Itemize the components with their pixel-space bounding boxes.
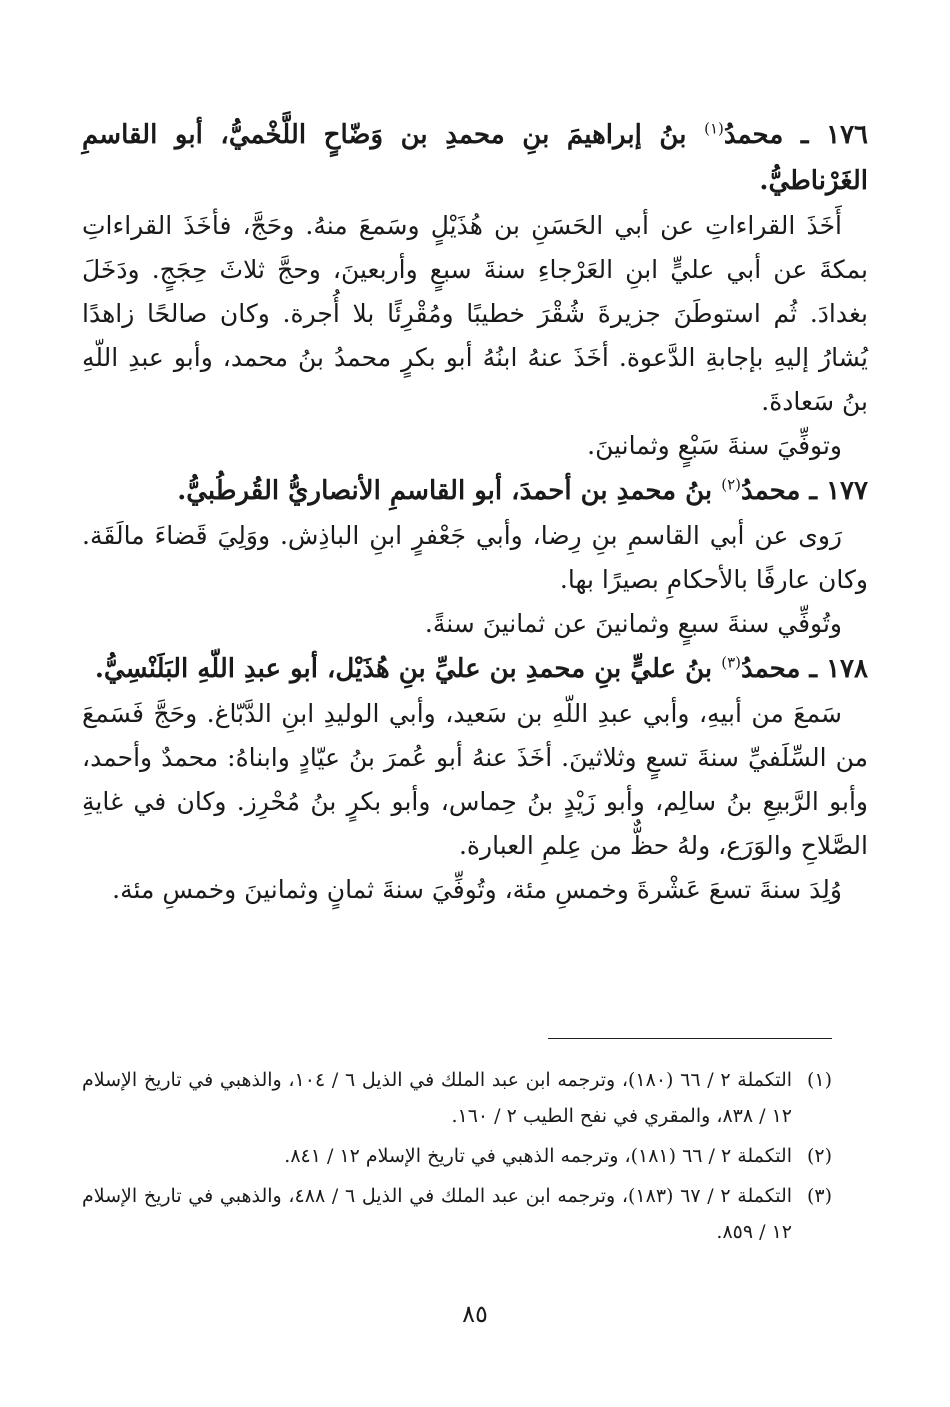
page-number: ٨٥ <box>462 1300 488 1328</box>
entry-lineage: بنُ إبراهيمَ بنِ محمدِ بن وَضّاحٍ اللَّخْميُّ، أبو القاسمِ الغَرْناطيُّ. <box>82 120 868 196</box>
entry-heading-176 <box>82 112 868 204</box>
entry-number-name: ١٧٨ ـ محمدُ <box>740 654 868 684</box>
entry-paragraph: أَخَذَ القراءاتِ عن أبي الحَسَنِ بن هُذَيْلٍ وسَمعَ منهُ. وحَجَّ، فأخَذَ القراءاتِ بمكةَ عن أبي عليٍّ ابنِ العَرْجاءِ سنةَ سبعٍ وأربعينَ، وحجَّ ثلاثَ حِجَجٍ. ودَخَلَ بغدادَ. ثُم استوطَنَ جزيرةَ شُقْرَ خطيبًا ومُقْرِئًا بلا أُجرة. وكان صالحًا زاهدًا يُشارُ إليهِ بإجابةِ الدَّعوة. أخَذَ عنهُ ابنُهُ أبو بكرٍ محمدُ بنُ محمد، وأبو عبدِ اللّهِ بنُ سَعادةَ. <box>82 211 868 416</box>
entry-heading-177 <box>82 468 868 514</box>
footnote-text: التكملة ٢ / ٦٧ (١٨٣)، وترجمه ابن عبد الملك في الذيل ٦ / ٤٨٨، والذهبي في تاريخ الإسلام ١٢ / ٨٥٩. <box>82 1185 793 1243</box>
footnote-number: (٣) <box>806 1185 832 1207</box>
footnote-text: التكملة ٢ / ٦٦ (١٨٠)، وترجمه ابن عبد الملك في الذيل ٦ / ١٠٤، والذهبي في تاريخ الإسلام ١٢ / ٨٣٨، والمقري في نفح الطيب ٢ / ١٦٠. <box>82 1069 793 1127</box>
footnotes <box>82 1062 832 1254</box>
footnote-text: التكملة ٢ / ٦٦ (١٨١)، وترجمه الذهبي في تاريخ الإسلام ١٢ / ٨٤١. <box>284 1145 792 1167</box>
entry-lineage: بنُ محمدِ بن أحمدَ، أبو القاسمِ الأنصاريُّ القُرطُبيُّ. <box>177 476 722 506</box>
footnote-number: (١) <box>806 1069 832 1091</box>
footnote-ref[interactable]: (٣) <box>721 653 741 672</box>
entry-death-line: وتوفِّيَ سنةَ سَبْعٍ وثمانينَ. <box>587 431 842 460</box>
footnote-1 <box>82 1062 832 1134</box>
entry-number-name: ١٧٦ ـ محمدُ <box>723 120 869 150</box>
footnote-number: (٢) <box>806 1145 832 1167</box>
entry-heading-178 <box>82 646 868 692</box>
entry-lineage: بنُ عليٍّ بنِ محمدِ بن عليِّ بنِ هُذَيْل، أبو عبدِ اللّهِ البَلَنْسِيُّ. <box>94 654 722 684</box>
entry-paragraph: سَمعَ من أبيهِ، وأبي عبدِ اللّهِ بن سَعيد، وأبي الوليدِ ابنِ الدَّبّاغ. وحَجَّ فَسَمعَ من السِّلَفيِّ سنةَ تسعٍ وثلاثينَ. أخَذَ عنهُ أبو عُمرَ بنُ عيّادٍ وابناهُ: محمدٌ وأحمد، وأبو الرَّبيعِ بنُ سالِم، وأبو زَيْدٍ بنُ حِماس، وأبو بكرٍ بنُ مُحْرِز. وكان في غايةِ الصَّلاحِ والوَرَع، ولهُ حظٌّ من عِلمِ العبارة. <box>82 699 868 860</box>
footnote-ref[interactable]: (١) <box>704 119 724 138</box>
entry-paragraph: رَوى عن أبي القاسمِ بنِ رِضا، وأبي جَعْفرٍ ابنِ الباذِش. ووَلِيَ قَضاءَ مالَقَة. وكان عارفًا بالأحكامِ بصيرًا بها. <box>82 521 868 594</box>
entry-number-name: ١٧٧ ـ محمدُ <box>740 476 868 506</box>
entry-death-line: وتُوفِّي سنةَ سبعٍ وثمانينَ عن ثمانينَ سنةً. <box>424 609 842 638</box>
footnote-divider <box>548 1038 832 1039</box>
entry-death-line: وُلِدَ سنةَ تسعَ عَشْرةَ وخمسِ مئة، وتُوفِّيَ سنةَ ثمانٍ وثمانينَ وخمسِ مئة. <box>112 875 842 904</box>
footnote-3 <box>82 1178 832 1250</box>
footnote-2 <box>82 1138 832 1174</box>
footnote-ref[interactable]: (٢) <box>721 475 741 494</box>
main-text <box>82 112 868 912</box>
